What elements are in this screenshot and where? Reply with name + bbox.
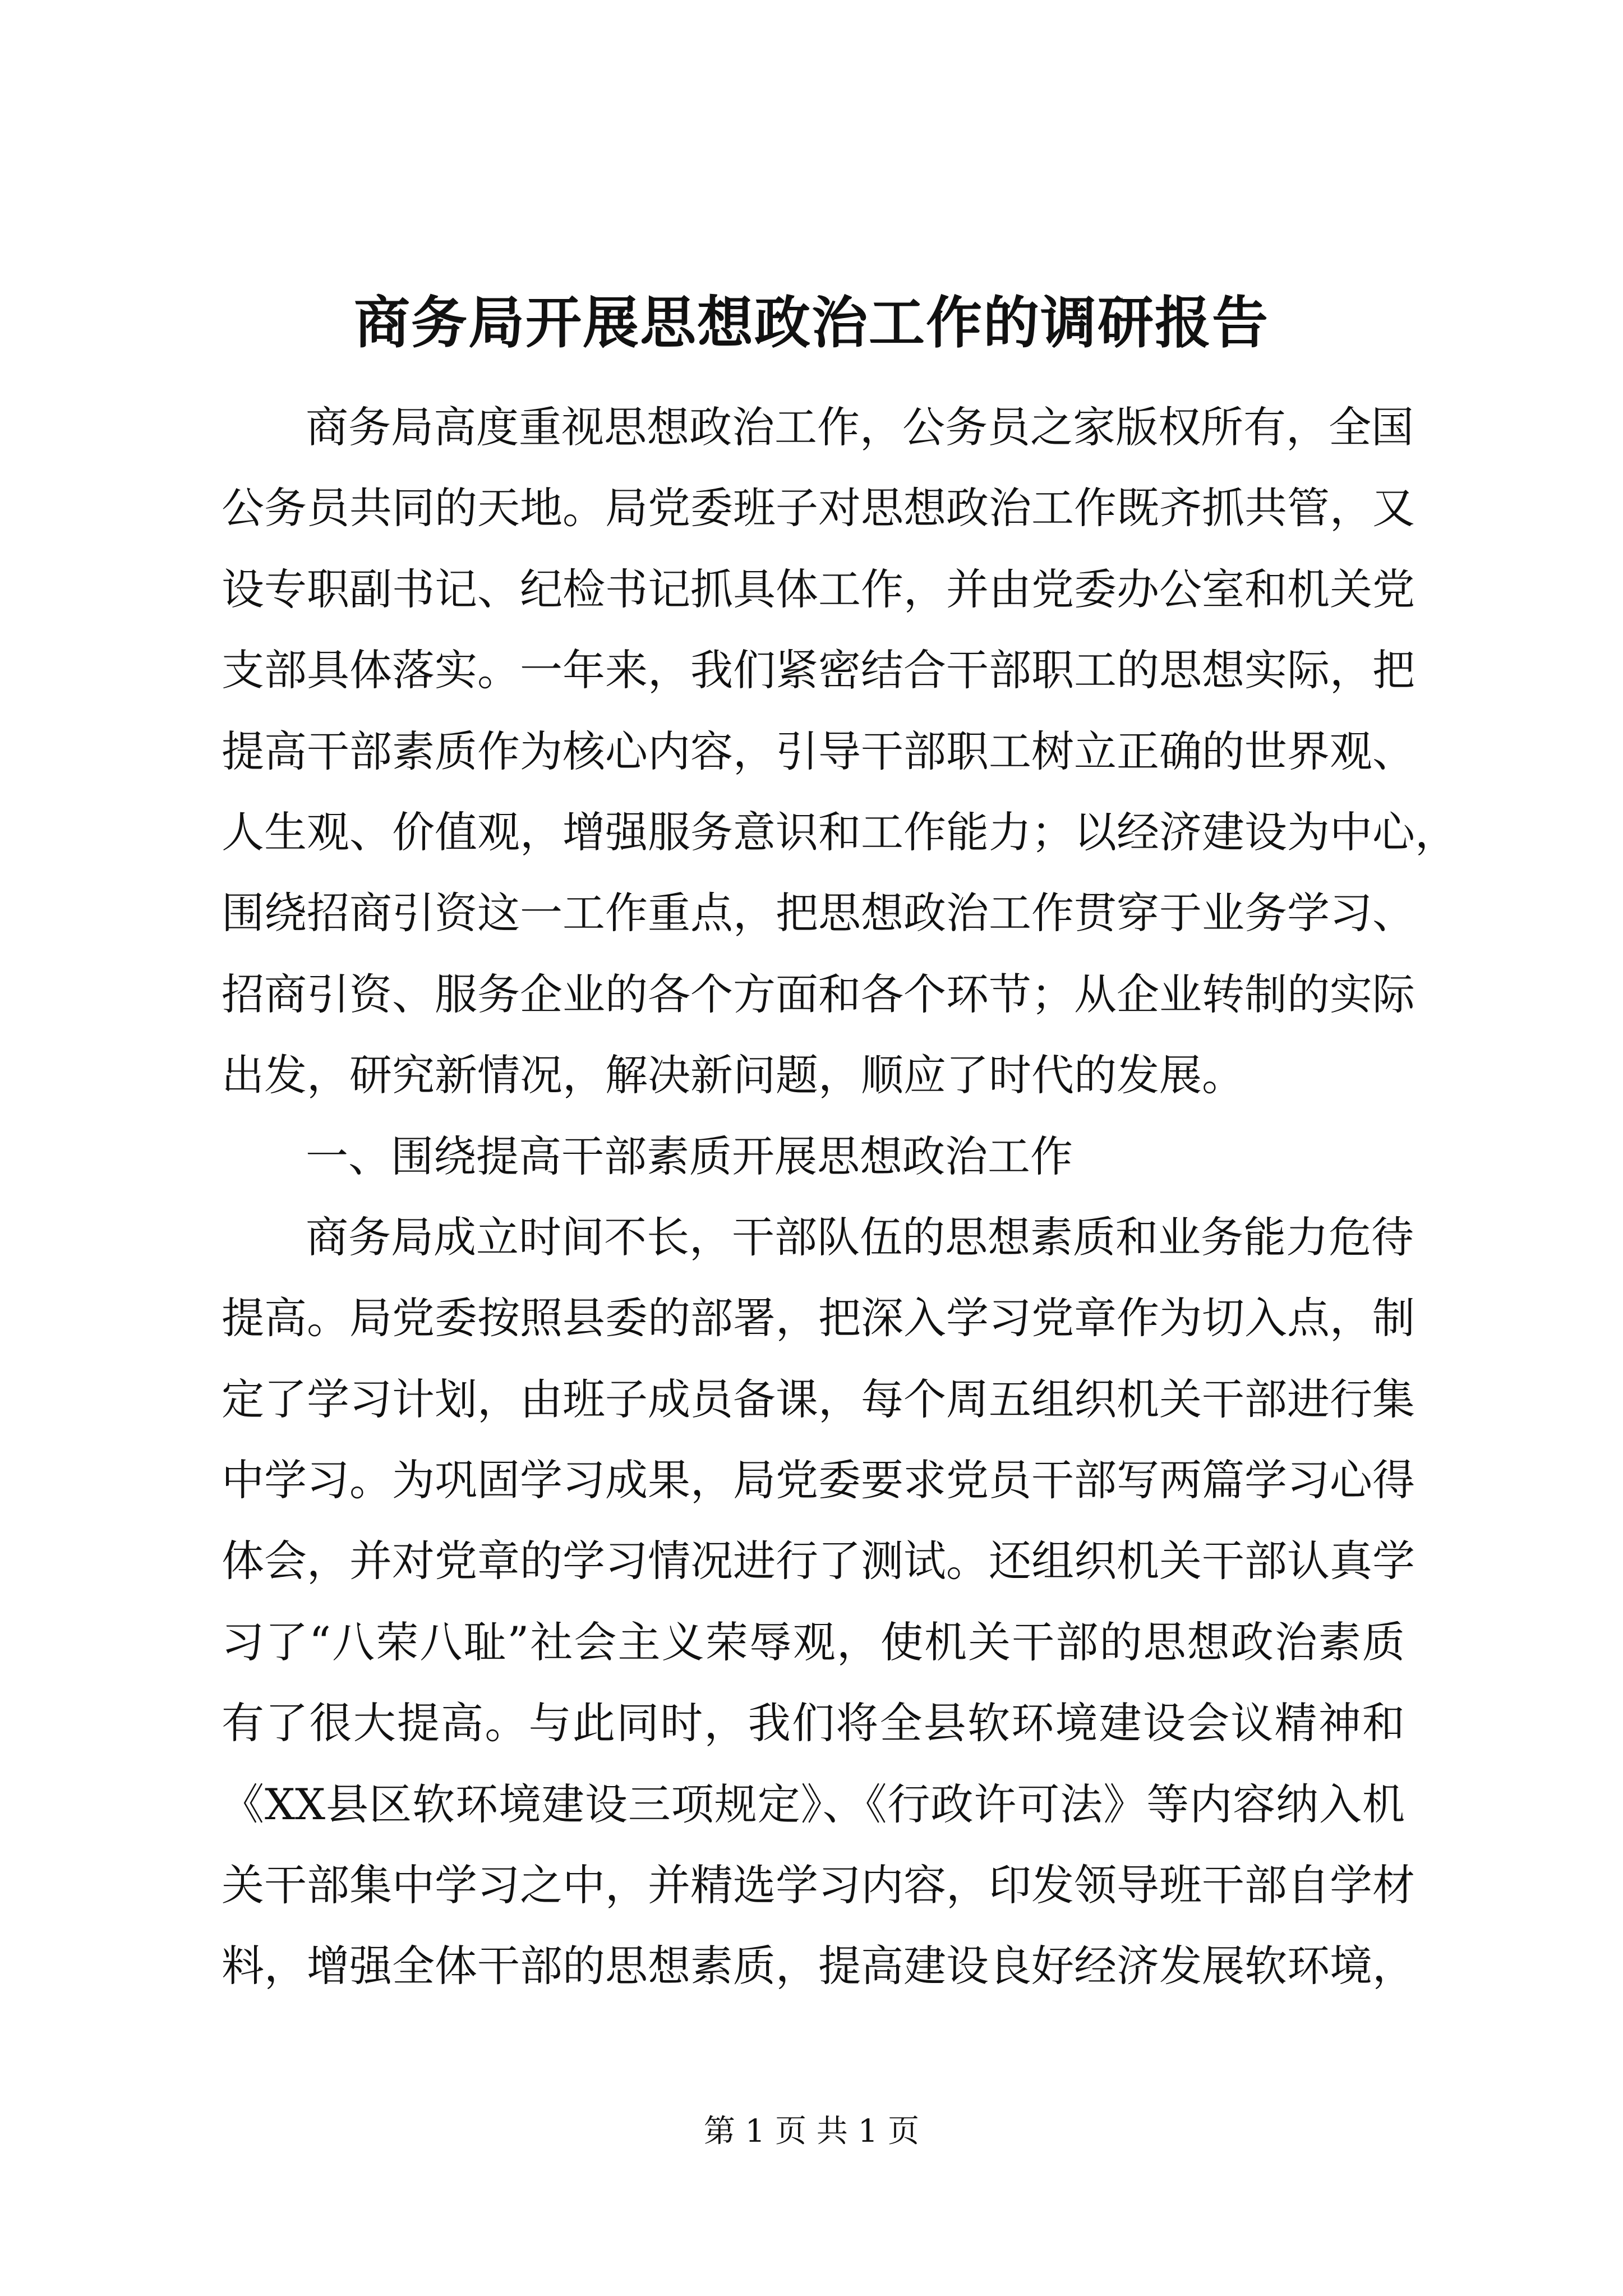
paragraph-line: 公务员共同的天地。局党委班子对思想政治工作既齐抓共管，又 — [222, 483, 1415, 533]
section-heading: 一、围绕提高干部素质开展思想政治工作 — [306, 1131, 1073, 1181]
paragraph-line: 《XX县区软环境建设三项规定》、《行政许可法》等内容纳入机 — [222, 1779, 1405, 1829]
paragraph-line: 料，增强全体干部的思想素质，提高建设良好经济发展软环境， — [222, 1941, 1415, 1991]
paragraph-line: 商务局高度重视思想政治工作，公务员之家版权所有，全国 — [306, 402, 1414, 452]
paragraph-line: 提高干部素质作为核心内容，引导干部职工树立正确的世界观、 — [222, 726, 1415, 776]
page-footer: 第 1 页 共 1 页 — [703, 2113, 920, 2150]
paragraph-line: 中学习。为巩固学习成果，局党委要求党员干部写两篇学习心得 — [222, 1455, 1415, 1506]
paragraph-line: 招商引资、服务企业的各个方面和各个环节；从企业转制的实际 — [222, 969, 1415, 1019]
document-title: 商务局开展思想政治工作的调研报告 — [354, 289, 1269, 356]
paragraph-line: 支部具体落实。一年来，我们紧密结合干部职工的思想实际，把 — [222, 645, 1415, 696]
paragraph-line: 设专职副书记、纪检书记抓具体工作，并由党委办公室和机关党 — [222, 564, 1415, 614]
paragraph-line: 提高。局党委按照县委的部署，把深入学习党章作为切入点，制 — [222, 1293, 1415, 1343]
paragraph-line: 定了学习计划，由班子成员备课，每个周五组织机关干部进行集 — [222, 1374, 1415, 1424]
paragraph-line: 有了很大提高。与此同时，我们将全县软环境建设会议精神和 — [222, 1698, 1405, 1749]
paragraph-line: 体会，并对党章的学习情况进行了测试。还组织机关干部认真学 — [222, 1536, 1415, 1586]
paragraph-line: 商务局成立时间不长，干部队伍的思想素质和业务能力危待 — [306, 1212, 1414, 1262]
paragraph-line: 围绕招商引资这一工作重点，把思想政治工作贯穿于业务学习、 — [222, 888, 1415, 938]
paragraph-line: 关干部集中学习之中，并精选学习内容，印发领导班干部自学材 — [222, 1860, 1415, 1911]
paragraph-line: 人生观、价值观，增强服务意识和工作能力；以经济建设为中心， — [222, 807, 1458, 857]
paragraph-line: 出发，研究新情况，解决新问题，顺应了时代的发展。 — [222, 1050, 1244, 1101]
paragraph-line: 习了“八荣八耻”社会主义荣辱观，使机关干部的思想政治素质 — [222, 1617, 1405, 1667]
document-body — [222, 387, 1458, 2007]
